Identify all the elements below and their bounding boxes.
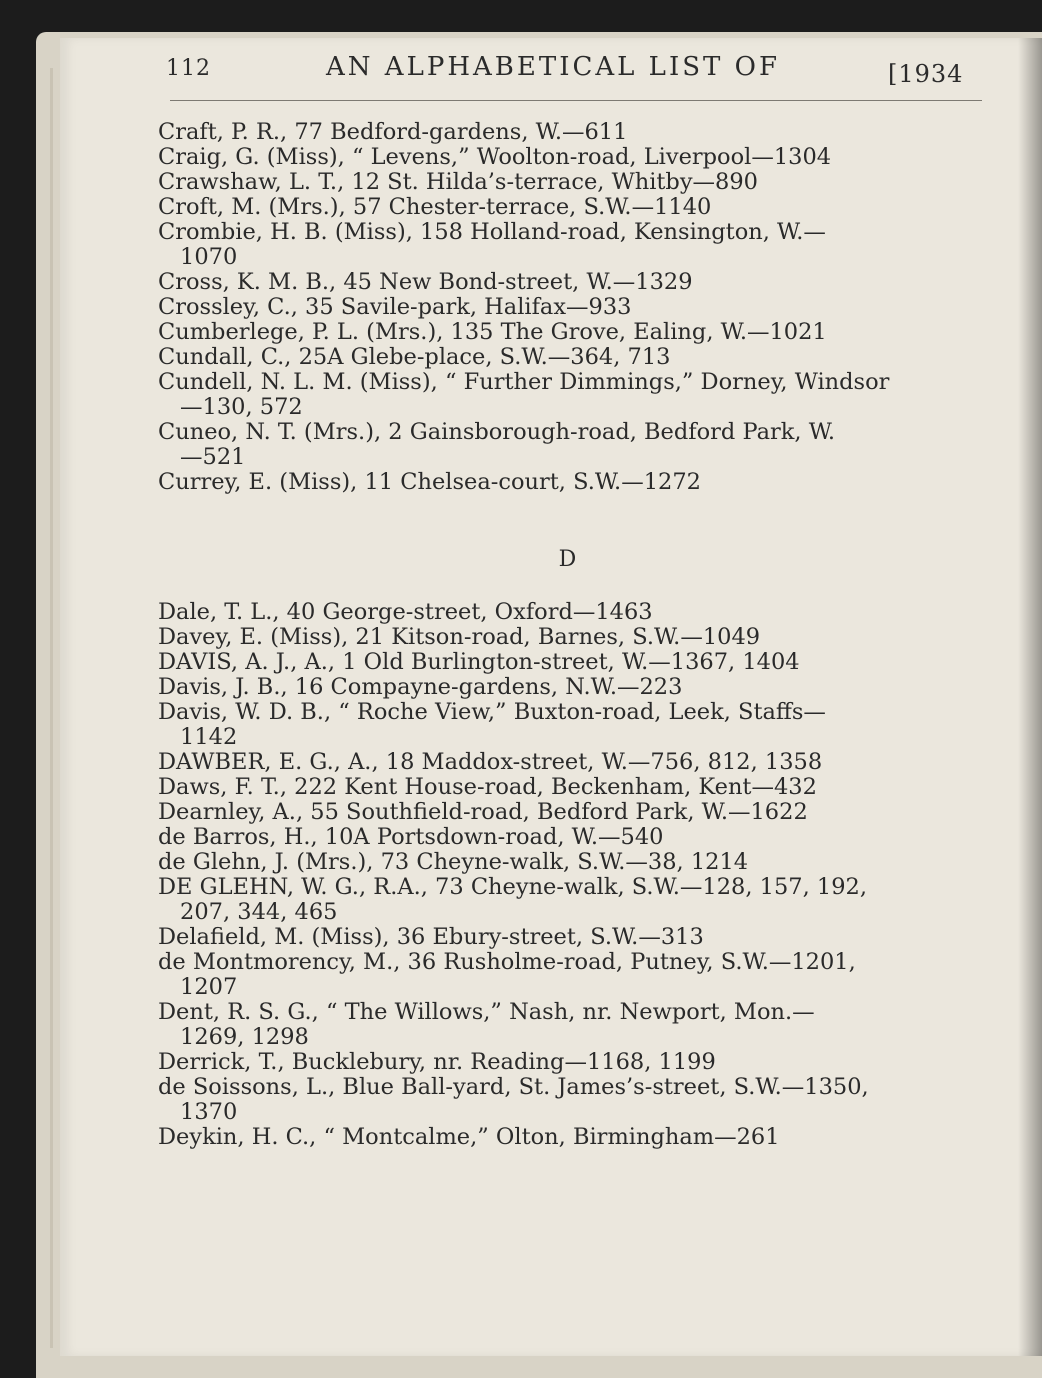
- directory-entry: [158, 470, 978, 495]
- entry-continuation: —521: [180, 444, 246, 470]
- directory-entry: [158, 875, 978, 925]
- year-marker: [1934: [888, 60, 964, 88]
- page-gutter-shadow: [1018, 38, 1042, 1356]
- entry-line: de Montmorency, M., 36 Rusholme-road, Putney, S.W.—1201,: [158, 949, 856, 975]
- directory-list: [158, 120, 978, 1150]
- directory-entry: [158, 220, 978, 270]
- directory-entry: [158, 950, 978, 1000]
- entry-line: Crawshaw, L. T., 12 St. Hilda’s-terrace, Whitby—890: [158, 169, 758, 195]
- entry-continuation: 1207: [180, 974, 238, 1000]
- entry-line: Dent, R. S. G., “ The Willows,” Nash, nr. Newport, Mon.—: [158, 999, 815, 1025]
- directory-entry: [158, 120, 978, 145]
- directory-entry: [158, 195, 978, 220]
- directory-entry: [158, 1000, 978, 1050]
- entry-line: Daws, F. T., 222 Kent House-road, Beckenham, Kent—432: [158, 774, 817, 800]
- entry-line: Crombie, H. B. (Miss), 158 Holland-road, Kensington, W.—: [158, 219, 826, 245]
- entry-continuation: 1370: [180, 1099, 238, 1125]
- entry-line: Delafield, M. (Miss), 36 Ebury-street, S.W.—313: [158, 924, 704, 950]
- entry-line: Cumberlege, P. L. (Mrs.), 135 The Grove, Ealing, W.—1021: [158, 319, 827, 345]
- entry-line: Crossley, C., 35 Savile-park, Halifax—933: [158, 294, 632, 320]
- header-rule: [170, 100, 982, 101]
- directory-entry: [158, 625, 978, 650]
- directory-entry: [158, 270, 978, 295]
- entry-line: Dale, T. L., 40 George-street, Oxford—1463: [158, 599, 653, 625]
- entry-line: Croft, M. (Mrs.), 57 Chester-terrace, S.W.—1140: [158, 194, 712, 220]
- entry-line: de Soissons, L., Blue Ball-yard, St. James’s-street, S.W.—1350,: [158, 1074, 869, 1100]
- directory-entry: [158, 1075, 978, 1125]
- entry-line: Currey, E. (Miss), 11 Chelsea-court, S.W.—1272: [158, 469, 701, 495]
- entry-line: de Barros, H., 10A Portsdown-road, W.—540: [158, 824, 664, 850]
- entry-line: Davis, W. D. B., “ Roche View,” Buxton-road, Leek, Staffs—: [158, 699, 826, 725]
- entry-line: Derrick, T., Bucklebury, nr. Reading—1168, 1199: [158, 1049, 716, 1075]
- directory-entry: [158, 420, 978, 470]
- entry-line: Dearnley, A., 55 Southfield-road, Bedford Park, W.—1622: [158, 799, 808, 825]
- directory-entry: [158, 145, 978, 170]
- section-d-entries: [158, 600, 978, 1150]
- entry-continuation: 207, 344, 465: [180, 899, 338, 925]
- directory-entry: [158, 925, 978, 950]
- page-number: 112: [166, 56, 211, 81]
- entry-line: Craig, G. (Miss), “ Levens,” Woolton-road, Liverpool—1304: [158, 144, 832, 170]
- entry-line: Craft, P. R., 77 Bedford-gardens, W.—611: [158, 119, 628, 145]
- directory-entry: [158, 675, 978, 700]
- entry-continuation: —130, 572: [180, 394, 303, 420]
- entry-line: Cundall, C., 25A Glebe-place, S.W.—364, 713: [158, 344, 671, 370]
- entry-line: Cundell, N. L. M. (Miss), “ Further Dimmings,” Dorney, Windsor: [158, 369, 890, 395]
- section-heading-d: D: [558, 547, 578, 572]
- directory-entry: [158, 800, 978, 825]
- entry-line: de Glehn, J. (Mrs.), 73 Cheyne-walk, S.W.—38, 1214: [158, 849, 749, 875]
- entry-line: DAWBER, E. G., A., 18 Maddox-street, W.—756, 812, 1358: [158, 749, 823, 775]
- page-edge: [50, 68, 53, 1348]
- directory-entry: [158, 170, 978, 195]
- directory-entry: [158, 850, 978, 875]
- entry-continuation: 1142: [180, 724, 238, 750]
- directory-entry: [158, 370, 978, 420]
- directory-entry: [158, 650, 978, 675]
- directory-entry: [158, 775, 978, 800]
- directory-entry: [158, 600, 978, 625]
- directory-entry: [158, 295, 978, 320]
- entry-line: Davis, J. B., 16 Compayne-gardens, N.W.—223: [158, 674, 683, 700]
- entry-line: Cross, K. M. B., 45 New Bond-street, W.—1329: [158, 269, 693, 295]
- entry-line: Deykin, H. C., “ Montcalme,” Olton, Birmingham—261: [158, 1124, 780, 1150]
- entry-continuation: 1269, 1298: [180, 1024, 309, 1050]
- directory-entry: [158, 1125, 978, 1150]
- running-title: AN ALPHABETICAL LIST OF: [326, 52, 780, 82]
- section-c-entries: [158, 120, 978, 495]
- directory-entry: [158, 320, 978, 345]
- directory-entry: [158, 700, 978, 750]
- entry-continuation: 1070: [180, 244, 238, 270]
- directory-entry: [158, 345, 978, 370]
- entry-line: DE GLEHN, W. G., R.A., 73 Cheyne-walk, S.W.—128, 157, 192,: [158, 874, 867, 900]
- entry-line: Cuneo, N. T. (Mrs.), 2 Gainsborough-road, Bedford Park, W.: [158, 419, 836, 445]
- directory-entry: [158, 1050, 978, 1075]
- directory-entry: [158, 825, 978, 850]
- entry-line: DAVIS, A. J., A., 1 Old Burlington-street, W.—1367, 1404: [158, 649, 800, 675]
- entry-line: Davey, E. (Miss), 21 Kitson-road, Barnes, S.W.—1049: [158, 624, 761, 650]
- running-header: [166, 52, 966, 96]
- directory-entry: [158, 750, 978, 775]
